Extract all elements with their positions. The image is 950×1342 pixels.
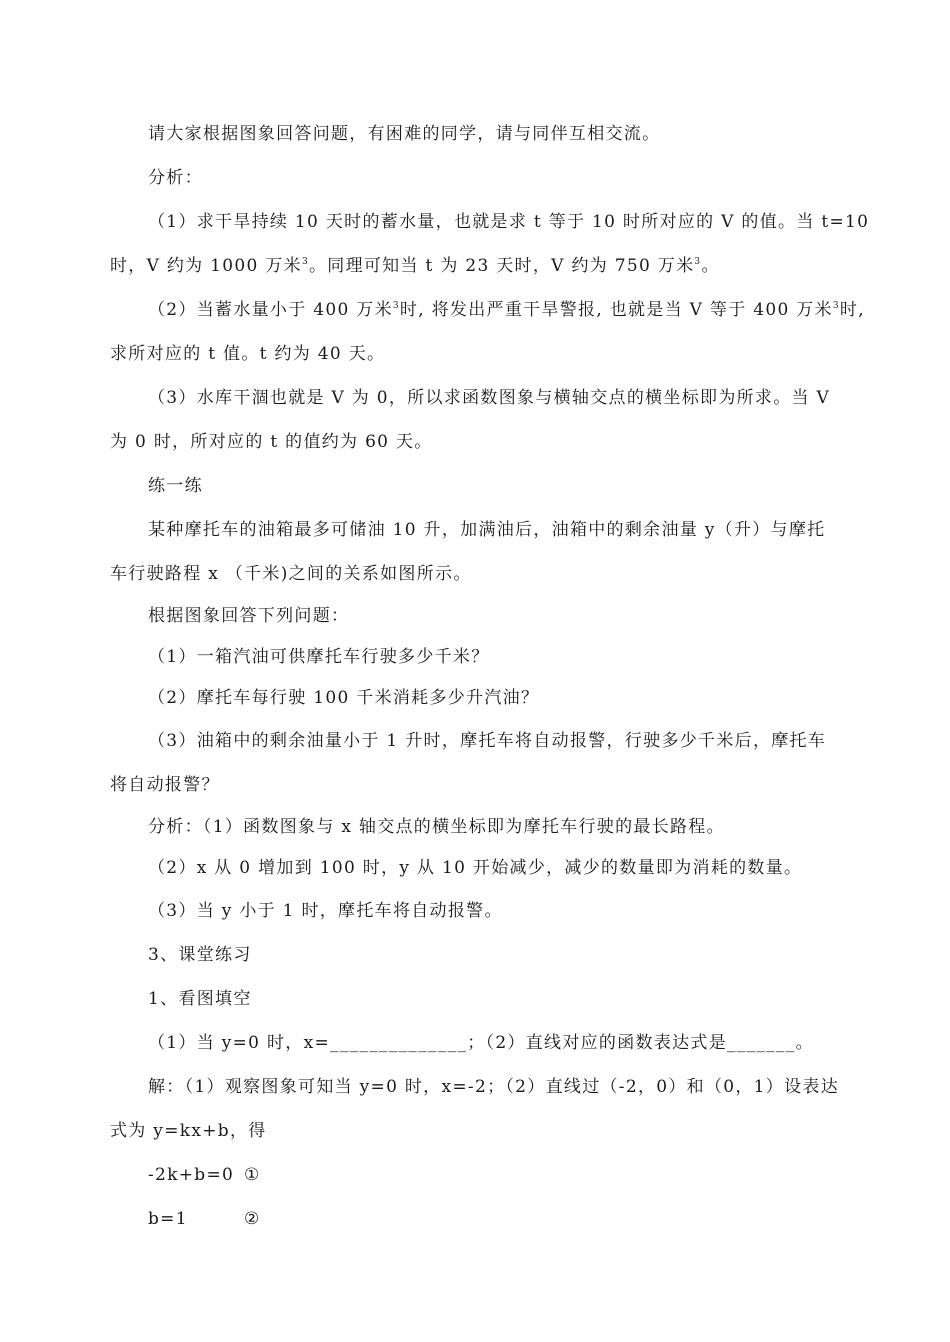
solution-line-1: 解：（1）观察图象可知当 y=0 时，x=-2；（2）直线过（-2，0）和（0，1）设表达: [148, 1077, 840, 1097]
section-class-practice: 3、课堂练习: [148, 945, 252, 965]
question-2: （2）摩托车每行驶 100 千米消耗多少升汽油？: [148, 688, 540, 708]
superscript: 3: [392, 301, 400, 311]
paragraph-intro: 请大家根据图象回答问题，有困难的同学，请与同伴互相交流。: [148, 124, 661, 144]
exercise-1-heading: 1、看图填空: [148, 989, 252, 1009]
equation-number: ①: [244, 1165, 261, 1185]
equation-text: -2k+b=0: [148, 1165, 235, 1185]
analysis-3-line-2: 为 0 时，所对应的 t 的值约为 60 天。: [110, 432, 433, 452]
equation-number: ②: [244, 1209, 261, 1229]
question-1: （1）一箱汽油可供摩托车行驶多少千米？: [148, 647, 490, 667]
analysis-3-line-1: （3）水库干涸也就是 V 为 0，所以求函数图象与横轴交点的横坐标即为所求。当 V: [148, 388, 831, 408]
equation-2: [110, 1197, 850, 1241]
motorcycle-problem-line-1: 某种摩托车的油箱最多可储油 10 升，加满油后，油箱中的剩余油量 y（升）与摩托: [148, 520, 826, 540]
questions-intro: 根据图象回答下列问题：: [148, 606, 350, 626]
analysis-motorcycle-1: 分析：（1）函数图象与 x 轴交点的横坐标即为摩托车行驶的最长路程。: [148, 817, 725, 837]
equation-1: [110, 1153, 850, 1197]
practice-heading: 练一练: [148, 476, 203, 496]
analysis-2-line-1: [110, 288, 865, 332]
paragraph-analysis-label: 分析：: [148, 168, 203, 188]
superscript: 3: [832, 301, 840, 311]
motorcycle-problem-line-2: 车行驶路程 x （千米)之间的关系如图所示。: [110, 564, 472, 584]
exercise-1-blanks: （1）当 y=0 时，x=______________；（2）直线对应的函数表达式是_______。: [148, 1033, 814, 1053]
superscript: 3: [694, 257, 702, 267]
text-segment: （2）当蓄水量小于 400 万米: [148, 300, 393, 320]
analysis-motorcycle-2: （2）x 从 0 增加到 100 时，y 从 10 开始减少，减少的数量即为消耗的数量。: [148, 858, 803, 878]
text-segment: 。: [701, 256, 720, 276]
analysis-1-line-2: [110, 244, 850, 288]
text-segment: 。同理可知当 t 为 23 天时，V 约为 750 万米: [308, 256, 695, 276]
analysis-2-line-2: 求所对应的 t 值。t 约为 40 天。: [110, 344, 386, 364]
analysis-1-line-1: （1）求干旱持续 10 天时的蓄水量，也就是求 t 等于 10 时所对应的 V 的值。当 t=10: [148, 212, 870, 232]
question-3-line-2: 将自动报警？: [110, 775, 220, 795]
superscript: 3: [301, 257, 309, 267]
analysis-motorcycle-3: （3）当 y 小于 1 时，摩托车将自动报警。: [148, 901, 503, 921]
question-3-line-1: （3）油箱中的剩余油量小于 1 升时，摩托车将自动报警，行驶多少千米后，摩托车: [148, 731, 827, 751]
solution-line-2: 式为 y=kx+b，得: [110, 1121, 267, 1141]
equation-text: b=1: [148, 1209, 188, 1229]
text-segment: 时, 将发出严重干旱警报, 也就是当 V 等于 400 万米: [399, 300, 833, 320]
document-body: [110, 112, 870, 1241]
text-segment: 时,: [839, 300, 865, 320]
text-segment: 时，V 约为 1000 万米: [110, 256, 302, 276]
